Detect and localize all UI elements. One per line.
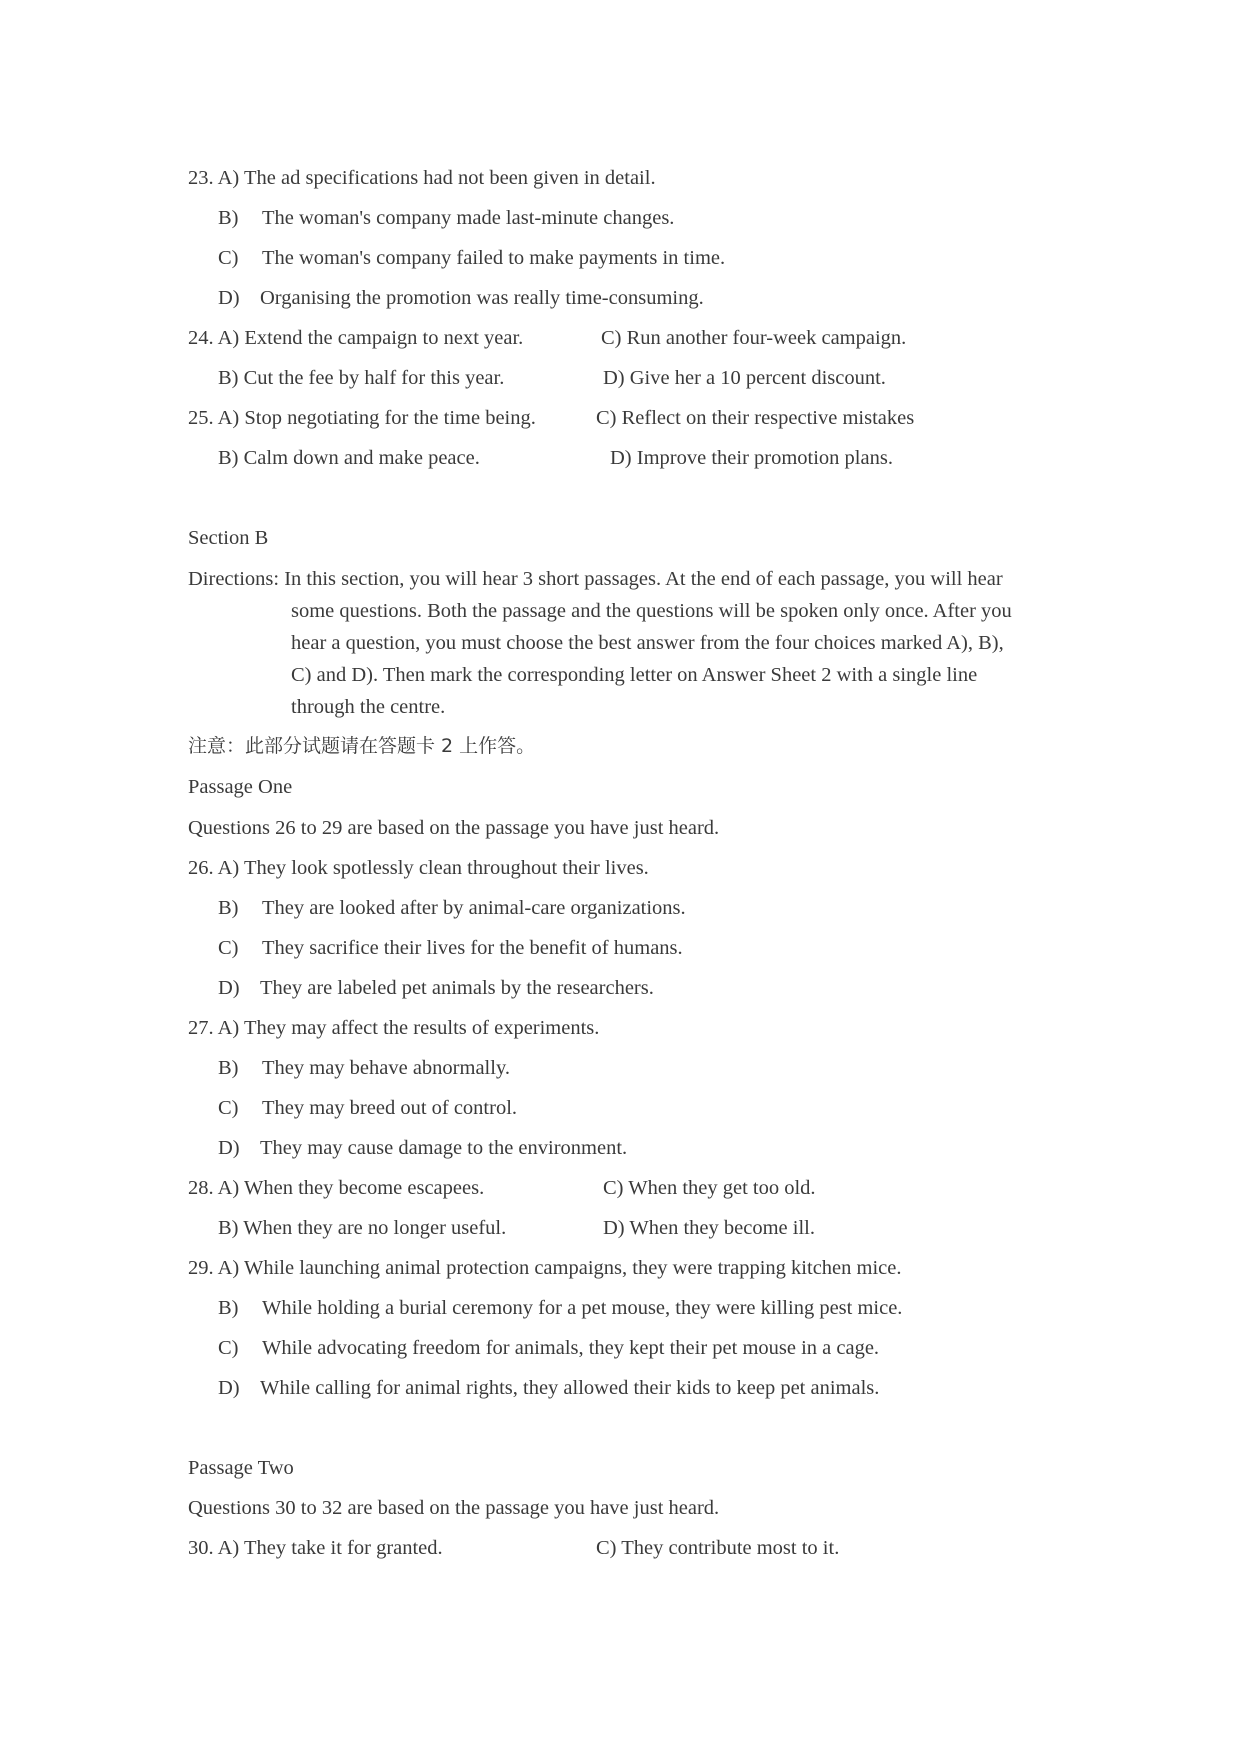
option-text: While calling for animal rights, they allowed their kids to keep pet animals.	[260, 1377, 880, 1399]
q28-option-b: B) When they are no longer useful.	[218, 1217, 507, 1239]
q28-option-a: 28. A) When they become escapees.	[188, 1177, 485, 1199]
option-text: Organising the promotion was really time-consuming.	[260, 287, 704, 309]
q23-stem: 23. A) The ad specifications had not been given in detail.	[188, 167, 656, 189]
answer-sheet-note: 注意：此部分试题请在答题卡 2 上作答。	[188, 735, 536, 757]
option-text: They are looked after by animal-care organizations.	[262, 897, 686, 919]
option-letter: B)	[218, 1057, 239, 1079]
section-b-heading: Section B	[188, 527, 269, 549]
option-text: While holding a burial ceremony for a pet mouse, they were killing pest mice.	[262, 1297, 903, 1319]
option-letter: D)	[218, 287, 240, 309]
option-text: The woman's company failed to make payments in time.	[262, 247, 726, 269]
q27-stem: 27. A) They may affect the results of experiments.	[188, 1017, 600, 1039]
q28-option-d: D) When they become ill.	[603, 1217, 815, 1239]
option-text: The woman's company made last-minute changes.	[262, 207, 675, 229]
option-letter: C)	[218, 937, 239, 959]
q24-option-a: 24. A) Extend the campaign to next year.	[188, 327, 524, 349]
q26-option-b	[218, 898, 686, 919]
q23-option-b	[218, 208, 674, 229]
directions-line-4: C) and D). Then mark the corresponding letter on Answer Sheet 2 with a single line	[291, 664, 978, 686]
option-text: They sacrifice their lives for the benefit of humans.	[262, 937, 683, 959]
q26-option-c	[218, 938, 683, 959]
directions-line-1: Directions: In this section, you will hear 3 short passages. At the end of each passage, you will hear	[188, 568, 1003, 590]
option-letter: C)	[218, 1337, 239, 1359]
q29-option-d	[218, 1378, 879, 1399]
q29-option-b	[218, 1298, 902, 1319]
directions-line-5: through the centre.	[291, 696, 446, 718]
q29-stem: 29. A) While launching animal protection campaigns, they were trapping kitchen mice.	[188, 1257, 902, 1279]
q30-option-a: 30. A) They take it for granted.	[188, 1537, 443, 1559]
option-letter: C)	[218, 247, 239, 269]
q26-stem: 26. A) They look spotlessly clean throughout their lives.	[188, 857, 649, 879]
q25-option-d: D) Improve their promotion plans.	[610, 447, 893, 469]
q24-option-b: B) Cut the fee by half for this year.	[218, 367, 505, 389]
option-text: They are labeled pet animals by the researchers.	[260, 977, 654, 999]
q23-option-d	[218, 288, 704, 309]
q23-option-c	[218, 248, 725, 269]
directions-line-2: some questions. Both the passage and the questions will be spoken only once. After you	[291, 600, 1012, 622]
option-text: They may behave abnormally.	[262, 1057, 510, 1079]
q25-option-b: B) Calm down and make peace.	[218, 447, 480, 469]
option-letter: B)	[218, 1297, 239, 1319]
option-text: They may cause damage to the environment.	[260, 1137, 628, 1159]
option-letter: D)	[218, 1377, 240, 1399]
passage-two-intro: Questions 30 to 32 are based on the passage you have just heard.	[188, 1497, 720, 1519]
option-text: While advocating freedom for animals, they kept their pet mouse in a cage.	[262, 1337, 880, 1359]
q25-option-a: 25. A) Stop negotiating for the time being.	[188, 407, 536, 429]
option-letter: D)	[218, 977, 240, 999]
q26-option-d	[218, 978, 654, 999]
q28-option-c: C) When they get too old.	[603, 1177, 816, 1199]
passage-one-heading: Passage One	[188, 776, 293, 798]
passage-one-intro: Questions 26 to 29 are based on the passage you have just heard.	[188, 817, 720, 839]
q27-option-b	[218, 1058, 510, 1079]
option-letter: D)	[218, 1137, 240, 1159]
q24-option-c: C) Run another four-week campaign.	[601, 327, 907, 349]
q30-option-c: C) They contribute most to it.	[596, 1537, 840, 1559]
directions-line-3: hear a question, you must choose the best answer from the four choices marked A), B),	[291, 632, 1004, 654]
option-text: They may breed out of control.	[262, 1097, 518, 1119]
q25-option-c: C) Reflect on their respective mistakes	[596, 407, 915, 429]
option-letter: B)	[218, 897, 239, 919]
q27-option-c	[218, 1098, 517, 1119]
q27-option-d	[218, 1138, 627, 1159]
option-letter: C)	[218, 1097, 239, 1119]
option-letter: B)	[218, 207, 239, 229]
passage-two-heading: Passage Two	[188, 1457, 294, 1479]
q29-option-c	[218, 1338, 879, 1359]
q24-option-d: D) Give her a 10 percent discount.	[603, 367, 886, 389]
